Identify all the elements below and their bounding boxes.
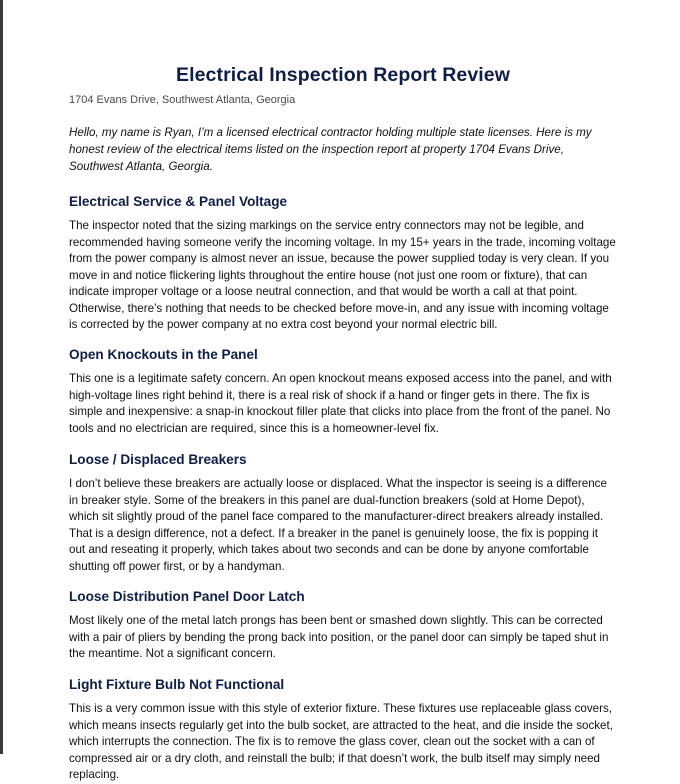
section-heading: Loose Distribution Panel Door Latch [69, 589, 305, 604]
section-heading: Electrical Service & Panel Voltage [69, 194, 288, 209]
section-body: Most likely one of the metal latch prongs has been bent or smashed down slightly. This can be corrected with a pair of pliers by bending the prong back into position, or the panel door can simply be taped shut in the meantime. Not a significant concern. [69, 614, 609, 660]
intro-paragraph: Hello, my name is Ryan, I’m a licensed electrical contractor holding multiple state licenses. Here is my honest review of the electrical items listed on the inspection report at property 1704 Evans Drive, Southwest Atlanta, Georgia. [69, 126, 592, 174]
section-service-voltage [69, 193, 617, 334]
report-page [69, 62, 617, 781]
section-heading: Light Fixture Bulb Not Functional [69, 677, 285, 692]
report-title: Electrical Inspection Report Review [175, 64, 511, 86]
section-loose-breakers [69, 451, 617, 575]
section-open-knockouts [69, 346, 617, 437]
page-left-edge [0, 0, 3, 754]
section-panel-door-latch [69, 588, 617, 663]
property-address: 1704 Evans Drive, Southwest Atlanta, Georgia [69, 94, 296, 106]
section-heading: Loose / Displaced Breakers [69, 452, 247, 467]
section-heading: Open Knockouts in the Panel [69, 347, 258, 362]
section-body: I don’t believe these breakers are actually loose or displaced. What the inspector is seeing is a difference in breaker style. Some of the breakers in this panel are dual-function breakers (sold at Home Depot), which sit slightly proud of the panel face compared to the manufacturer-direct breakers already installed. That is a design difference, not a defect. If a breaker in the panel is genuinely loose, the fix is popping it out and reseating it properly, which takes about two seconds and can be done by anyone comfortable shutting off power first, or by a handyman. [69, 477, 607, 573]
section-body: The inspector noted that the sizing markings on the service entry connectors may not be legible, and recommended having someone verify the incoming voltage. In my 15+ years in the trade, incoming voltage from the power company is almost never an issue, because the power supplied today is very clean. If you move in and notice flickering lights throughout the entire house (not just one room or fixture), that can indicate improper voltage or a loose neutral connection, and that would be worth a call at that point. Otherwise, there’s nothing that needs to be checked before move-in, and any issue with incoming voltage is corrected by the power company at no extra cost beyond your normal electric bill. [69, 219, 616, 331]
section-light-fixture [69, 676, 617, 784]
section-body: This one is a legitimate safety concern. An open knockout means exposed access into the panel, and with high-voltage lines right behind it, there is a real risk of shock if a hand or finger gets in there. The fix is simple and inexpensive: a snap-in knockout filler plate that clicks into place from the front of the panel. No tools and no electrician are required, since this is a homeowner-level fix. [69, 372, 612, 435]
section-body: This is a very common issue with this style of exterior fixture. These fixtures use replaceable glass covers, which means insects regularly get into the bulb socket, are attracted to the heat, and die inside the socket, which interrupts the connection. The fix is to remove the glass cover, clean out the socket with a can of compressed air or a dry cloth, and reinstall the bulb; if that doesn’t work, the bulb itself may simply need replacing. [69, 702, 613, 781]
